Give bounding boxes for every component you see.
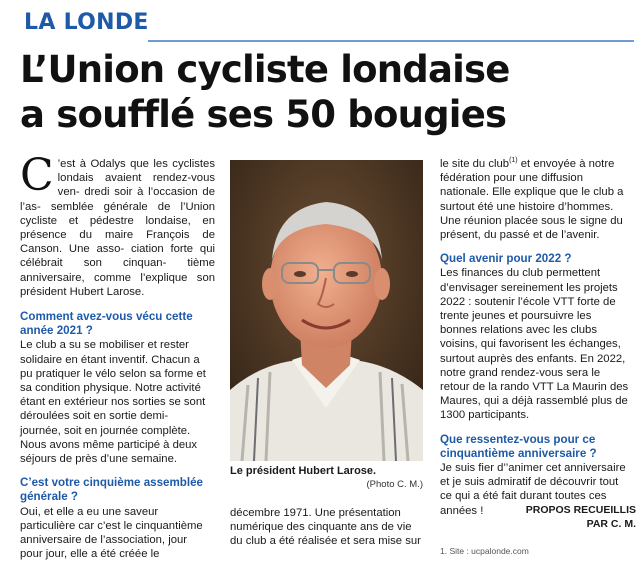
byline-1: PROPOS RECUEILLIS bbox=[525, 503, 636, 516]
answer-fifth-assembly: Oui, et elle a eu une saveur particulière car c’est le cinquantième anniversaire de l’association, jour pour jour, elle a été créée le bbox=[20, 505, 203, 561]
rubric-divider bbox=[148, 40, 634, 42]
column-right bbox=[440, 157, 636, 531]
photo-credit: (Photo C. M.) bbox=[366, 479, 423, 490]
answer-anniversary-feeling: Je suis fier d’’animer cet anniversaire et je suis admiratif de découvrir tout ce qui a été fait durant toutes ces années ! PROPOS RECUEILLIS bbox=[440, 462, 636, 517]
answer-future-2022: Les finances du club permettent d’envisager sereinement les projets 2022 : soutenir l’école VTT forte de trente jeunes et poursuivre les bonnes relations avec les clubs voisins, qui favorisent les échanges, surtout auprès des enfants. En 2022, notre grand rendez-vous sera le retour de la rando VTT La Maurin des Maures, qui a déjà rassemblé plus de 1300 participants. bbox=[440, 267, 629, 422]
continuation-paragraph: le site du club$^{(1)}$ et envoyée à notre fédération pour une diffusion nationale. Elle explique que le club a surtout été une histoire d’hommes. Une réunion placée sous le signe du présent, du passé et de l’avenir. bbox=[440, 157, 624, 242]
question-anniversary-feeling: Que ressentez-vous pour ce cinquantième anniversaire ? bbox=[440, 432, 597, 460]
question-2021: Comment avez-vous vécu cette année 2021 ? bbox=[20, 310, 193, 338]
dropcap: C bbox=[20, 150, 54, 201]
headline-line-1: L’Union cycliste londaise bbox=[20, 48, 510, 91]
question-future-2022: Quel avenir pour 2022 ? bbox=[440, 252, 572, 266]
column-left bbox=[20, 150, 216, 561]
section-rubric: LA LONDE bbox=[24, 10, 149, 35]
headline-line-2: a soufflé ses 50 bougies bbox=[20, 93, 507, 136]
answer-2021: Le club a su se mobiliser et rester solidaire en étant inventif. Chacun a pu pratiquer le vélo selon sa forme et sa condition physique. Notre activité étant en extérieur nos sorties se sont déroulées soit en sortie demi- journée, soit en journée complète. Nous avons même participé à deux séjours de près d’une semaine. bbox=[20, 339, 206, 466]
footnote: 1. Site : ucpalonde.com bbox=[440, 546, 529, 556]
portrait-photo bbox=[230, 160, 423, 461]
question-fifth-assembly: C’est votre cinquième assemblée générale ? bbox=[20, 476, 204, 504]
photo-caption: Le président Hubert Larose. bbox=[230, 465, 377, 477]
intro-paragraph: C ’est à Odalys que les cyclistes londais avaient rendez-vous ven- dredi soir à l’occasion de l’as- semblée générale de l’Union cycliste et pédestre londaise, en présence du maire François de Canson. Une asso- ciation forte qui célébrait son cinquan- tième anniversaire, comme l’explique son président Hubert Larose. bbox=[20, 150, 216, 298]
column-middle-bottom: décembre 1971. Une présentation numérique des cinquante ans de vie du club a été réalisée et sera mise sur bbox=[230, 507, 421, 548]
byline-2: PAR C. M. bbox=[586, 517, 636, 530]
headline bbox=[20, 47, 630, 137]
